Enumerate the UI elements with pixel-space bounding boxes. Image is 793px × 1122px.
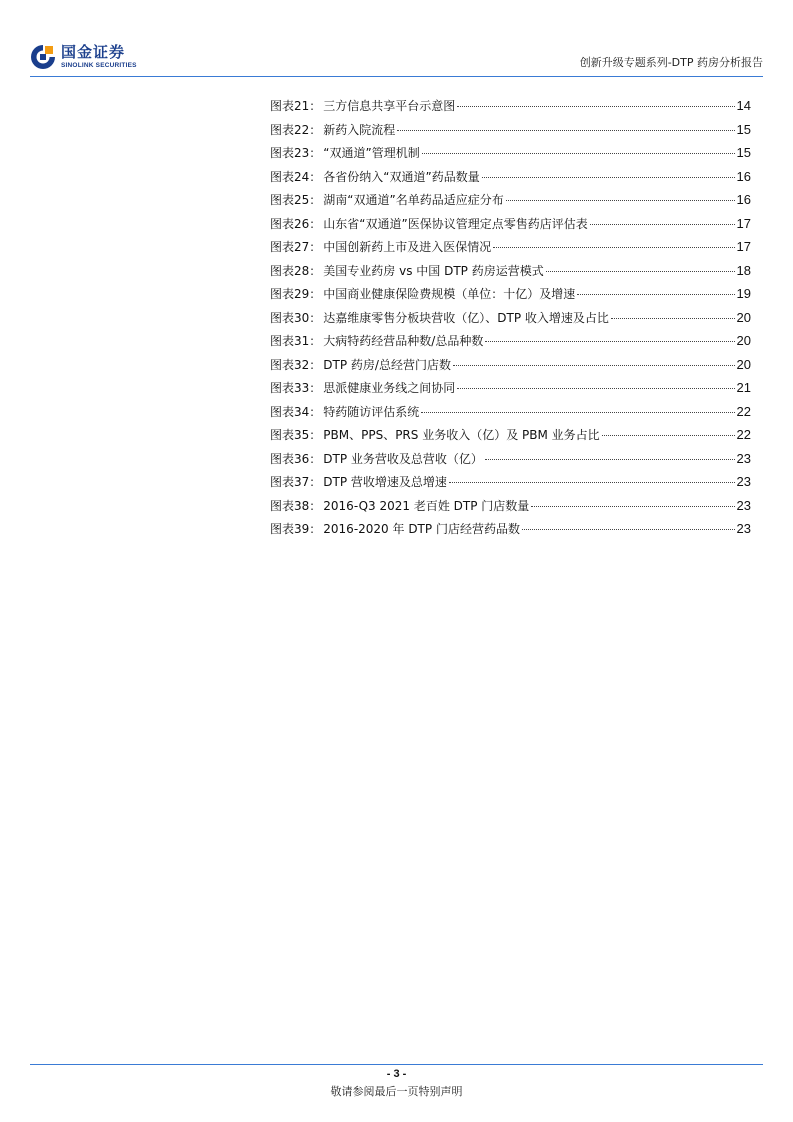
disclaimer-note: 敬请参阅最后一页特别声明: [330, 1085, 463, 1098]
logo-english-name: SINOLINK SECURITIES: [61, 62, 137, 69]
toc-dot-leader: [397, 130, 734, 131]
toc-dot-leader: [422, 153, 735, 154]
toc-entry-title: 山东省“双通道”医保协议管理定点零售药店评估表: [323, 216, 588, 231]
toc-dot-leader: [546, 271, 735, 272]
toc-dot-leader: [453, 365, 735, 366]
toc-entry-label: 图表23：: [270, 146, 322, 160]
toc-entry-label: 图表37：: [270, 475, 322, 489]
toc-entry[interactable]: [270, 94, 751, 118]
toc-dot-leader: [506, 200, 735, 201]
toc-entry-title: 新药入院流程: [323, 122, 396, 137]
toc-entry-page: 22: [736, 403, 751, 419]
toc-entry[interactable]: [270, 212, 751, 236]
sinolink-logo-icon: [30, 44, 56, 70]
toc-entry-page: 23: [736, 497, 751, 513]
toc-dot-leader: [485, 459, 735, 460]
toc-entry-label: 图表36：: [270, 451, 322, 466]
toc-entry-title: 2016-Q3 2021 老百姓 DTP 门店数量: [323, 498, 530, 513]
toc-entry-label: 图表27：: [270, 240, 322, 254]
toc-entry[interactable]: [270, 494, 751, 518]
toc-dot-leader: [577, 294, 734, 295]
toc-entry[interactable]: [270, 259, 751, 283]
toc-entry-page: 21: [736, 380, 751, 395]
toc-entry-title: 湖南“双通道”名单药品适应症分布: [323, 193, 504, 207]
toc-entry-page: 15: [736, 121, 751, 137]
logo-chinese-name: 国金证券: [61, 43, 126, 61]
toc-entry-label: 图表29：: [270, 287, 322, 301]
toc-entry[interactable]: [270, 423, 751, 447]
toc-entry[interactable]: [270, 188, 751, 212]
toc-entry-page: 20: [736, 356, 751, 372]
toc-entry-title: 中国创新药上市及进入医保情况: [323, 240, 492, 254]
toc-entry-page: 22: [736, 427, 751, 442]
toc-entry-page: 16: [736, 192, 751, 207]
toc-entry-title: “双通道”管理机制: [323, 146, 420, 160]
toc-entry-title: DTP 药房/总经营门店数: [323, 357, 451, 372]
report-title: 创新升级专题系列-DTP 药房分析报告: [579, 56, 763, 69]
toc-entry-page: 23: [736, 474, 751, 489]
toc-entry-label: 图表38：: [270, 498, 322, 513]
toc-entry-label: 图表24：: [270, 169, 322, 184]
toc-entry-page: 15: [736, 145, 751, 160]
toc-entry-page: 18: [736, 262, 751, 278]
toc-entry-page: 16: [736, 168, 751, 184]
footer-divider: [30, 1064, 763, 1065]
company-logo: [30, 44, 137, 70]
toc-entry[interactable]: [270, 282, 751, 306]
toc-entry-title: 三方信息共享平台示意图: [323, 99, 456, 113]
toc-entry[interactable]: [270, 165, 751, 189]
page-number: - 3 -: [386, 1068, 407, 1080]
header-divider: [30, 76, 763, 77]
toc-entry-title: 特药随访评估系统: [323, 404, 420, 419]
toc-entry[interactable]: [270, 353, 751, 377]
toc-dot-leader: [611, 318, 735, 319]
toc-entry[interactable]: [270, 141, 751, 165]
toc-entry-label: 图表34：: [270, 404, 322, 419]
toc-entry[interactable]: [270, 447, 751, 471]
toc-dot-leader: [493, 247, 734, 248]
toc-dot-leader: [522, 529, 735, 530]
toc-entry-title: 达嘉维康零售分板块营收（亿）、DTP 收入增速及占比: [323, 310, 609, 325]
toc-entry-title: DTP 营收增速及总增速: [323, 475, 447, 489]
toc-entry-title: 美国专业药房 vs 中国 DTP 药房运营模式: [323, 263, 544, 278]
toc-entry-title: DTP 业务营收及总营收（亿）: [323, 451, 483, 466]
toc-entry[interactable]: [270, 235, 751, 259]
toc-entry-label: 图表30：: [270, 310, 322, 325]
toc-entry-label: 图表32：: [270, 357, 322, 372]
toc-entry-title: 中国商业健康保险费规模（单位：十亿）及增速: [323, 287, 576, 301]
toc-entry-page: 20: [736, 309, 751, 325]
toc-entry-label: 图表22：: [270, 122, 322, 137]
toc-entry-label: 图表35：: [270, 428, 322, 442]
toc-entry-label: 图表39：: [270, 522, 322, 536]
toc-entry[interactable]: [270, 118, 751, 142]
toc-dot-leader: [482, 177, 735, 178]
toc-entry-label: 图表33：: [270, 381, 322, 395]
toc-dot-leader: [457, 388, 734, 389]
toc-dot-leader: [457, 106, 734, 107]
toc-entry-title: PBM、PPS、PRS 业务收入（亿）及 PBM 业务占比: [323, 428, 600, 442]
toc-entry-label: 图表28：: [270, 263, 322, 278]
toc-dot-leader: [590, 224, 735, 225]
figure-index-list: [270, 94, 751, 541]
toc-dot-leader: [602, 435, 735, 436]
toc-dot-leader: [421, 412, 734, 413]
toc-entry[interactable]: [270, 329, 751, 353]
toc-entry[interactable]: [270, 376, 751, 400]
toc-entry-title: 各省份纳入“双通道”药品数量: [323, 169, 480, 184]
toc-dot-leader: [485, 341, 734, 342]
page-header: [30, 40, 763, 76]
toc-entry[interactable]: [270, 400, 751, 424]
toc-entry[interactable]: [270, 517, 751, 541]
toc-entry-page: 20: [736, 333, 751, 348]
toc-entry-title: 大病特药经营品种数/总品种数: [323, 334, 484, 348]
toc-dot-leader: [531, 506, 734, 507]
toc-entry-label: 图表25：: [270, 193, 322, 207]
toc-entry-label: 图表21：: [270, 99, 322, 113]
toc-entry-page: 17: [736, 239, 751, 254]
toc-entry-page: 19: [736, 286, 751, 301]
toc-entry[interactable]: [270, 470, 751, 494]
toc-entry-title: 2016-2020 年 DTP 门店经营药品数: [323, 522, 520, 536]
toc-entry-label: 图表26：: [270, 216, 322, 231]
toc-entry-page: 23: [736, 521, 751, 536]
toc-entry-page: 23: [736, 450, 751, 466]
toc-dot-leader: [449, 482, 735, 483]
toc-entry-label: 图表31：: [270, 334, 322, 348]
toc-entry[interactable]: [270, 306, 751, 330]
toc-entry-page: 17: [736, 215, 751, 231]
toc-entry-page: 14: [736, 98, 751, 113]
toc-entry-title: 思派健康业务线之间协同: [323, 381, 456, 395]
